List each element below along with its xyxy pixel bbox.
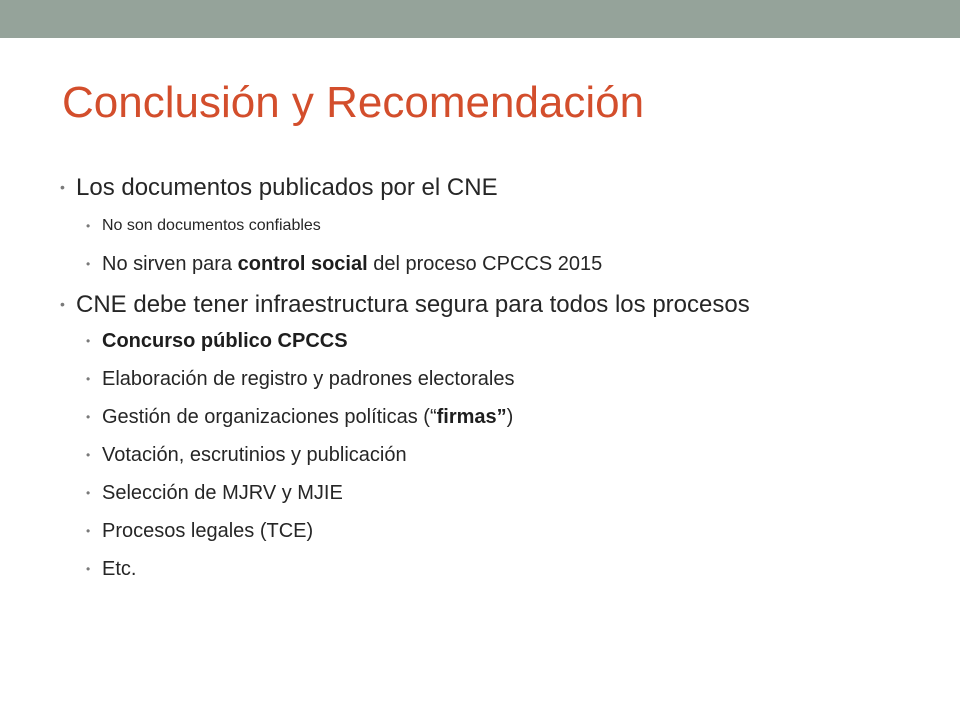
- sub-bullet-concurso: [60, 328, 880, 354]
- bullet-dot-icon: •: [60, 296, 65, 312]
- sub-bullet-text: Selección de MJRV y MJIE: [102, 482, 343, 504]
- sub-bullet-text: Procesos legales (TCE): [102, 520, 314, 542]
- sub-bullet-text: Concurso público CPCCS: [102, 330, 348, 352]
- bullet-text: Los documentos publicados por el CNE: [76, 174, 498, 201]
- sub-bullet-text-post: del proceso CPCCS 2015: [367, 253, 603, 275]
- bullet-dot-icon: •: [60, 179, 65, 195]
- sub-bullet-text: Elaboración de registro y padrones electorales: [102, 368, 515, 390]
- bullet-infraestructura: [60, 289, 880, 320]
- bullet-dot-icon: •: [86, 486, 91, 500]
- bullet-list: [60, 172, 880, 582]
- sub-bullet-text-bold: firmas”: [436, 406, 507, 428]
- bullet-dot-icon: •: [86, 448, 91, 462]
- bullet-dot-icon: •: [86, 372, 91, 386]
- sub-bullet-organizaciones: [60, 404, 880, 430]
- bullet-text: CNE debe tener infraestructura segura para todos los procesos: [76, 291, 750, 318]
- sub-bullet-seleccion: [60, 480, 880, 506]
- bullet-dot-icon: •: [86, 334, 91, 348]
- bullet-dot-icon: •: [86, 524, 91, 538]
- sub-bullet-no-confiables: [60, 213, 880, 239]
- sub-bullet-text-post: ): [506, 406, 514, 428]
- sub-bullet-text: Votación, escrutinios y publicación: [102, 444, 407, 466]
- sub-bullet-text: Etc.: [102, 558, 137, 580]
- sub-bullet-votacion: [60, 442, 880, 468]
- bullet-dot-icon: •: [86, 562, 91, 576]
- sub-bullet-text-pre: No sirven para: [102, 253, 238, 275]
- sub-bullet-text-bold: control social: [237, 253, 368, 275]
- sub-bullet-procesos-legales: [60, 518, 880, 544]
- bullet-dot-icon: •: [86, 410, 91, 424]
- sub-bullet-control-social: [60, 251, 880, 277]
- sub-bullet-text-pre: Gestión de organizaciones políticas (“: [102, 406, 437, 428]
- sub-bullet-etc: [60, 556, 880, 582]
- bullet-documentos-cne: [60, 172, 880, 203]
- bullet-dot-icon: •: [86, 257, 91, 271]
- sub-bullet-text: No son documentos confiables: [102, 217, 321, 234]
- bullet-dot-icon: •: [86, 219, 91, 233]
- sub-bullet-registro: [60, 366, 880, 392]
- top-accent-bar: [0, 0, 960, 38]
- slide-title: Conclusión y Recomendación: [62, 78, 645, 127]
